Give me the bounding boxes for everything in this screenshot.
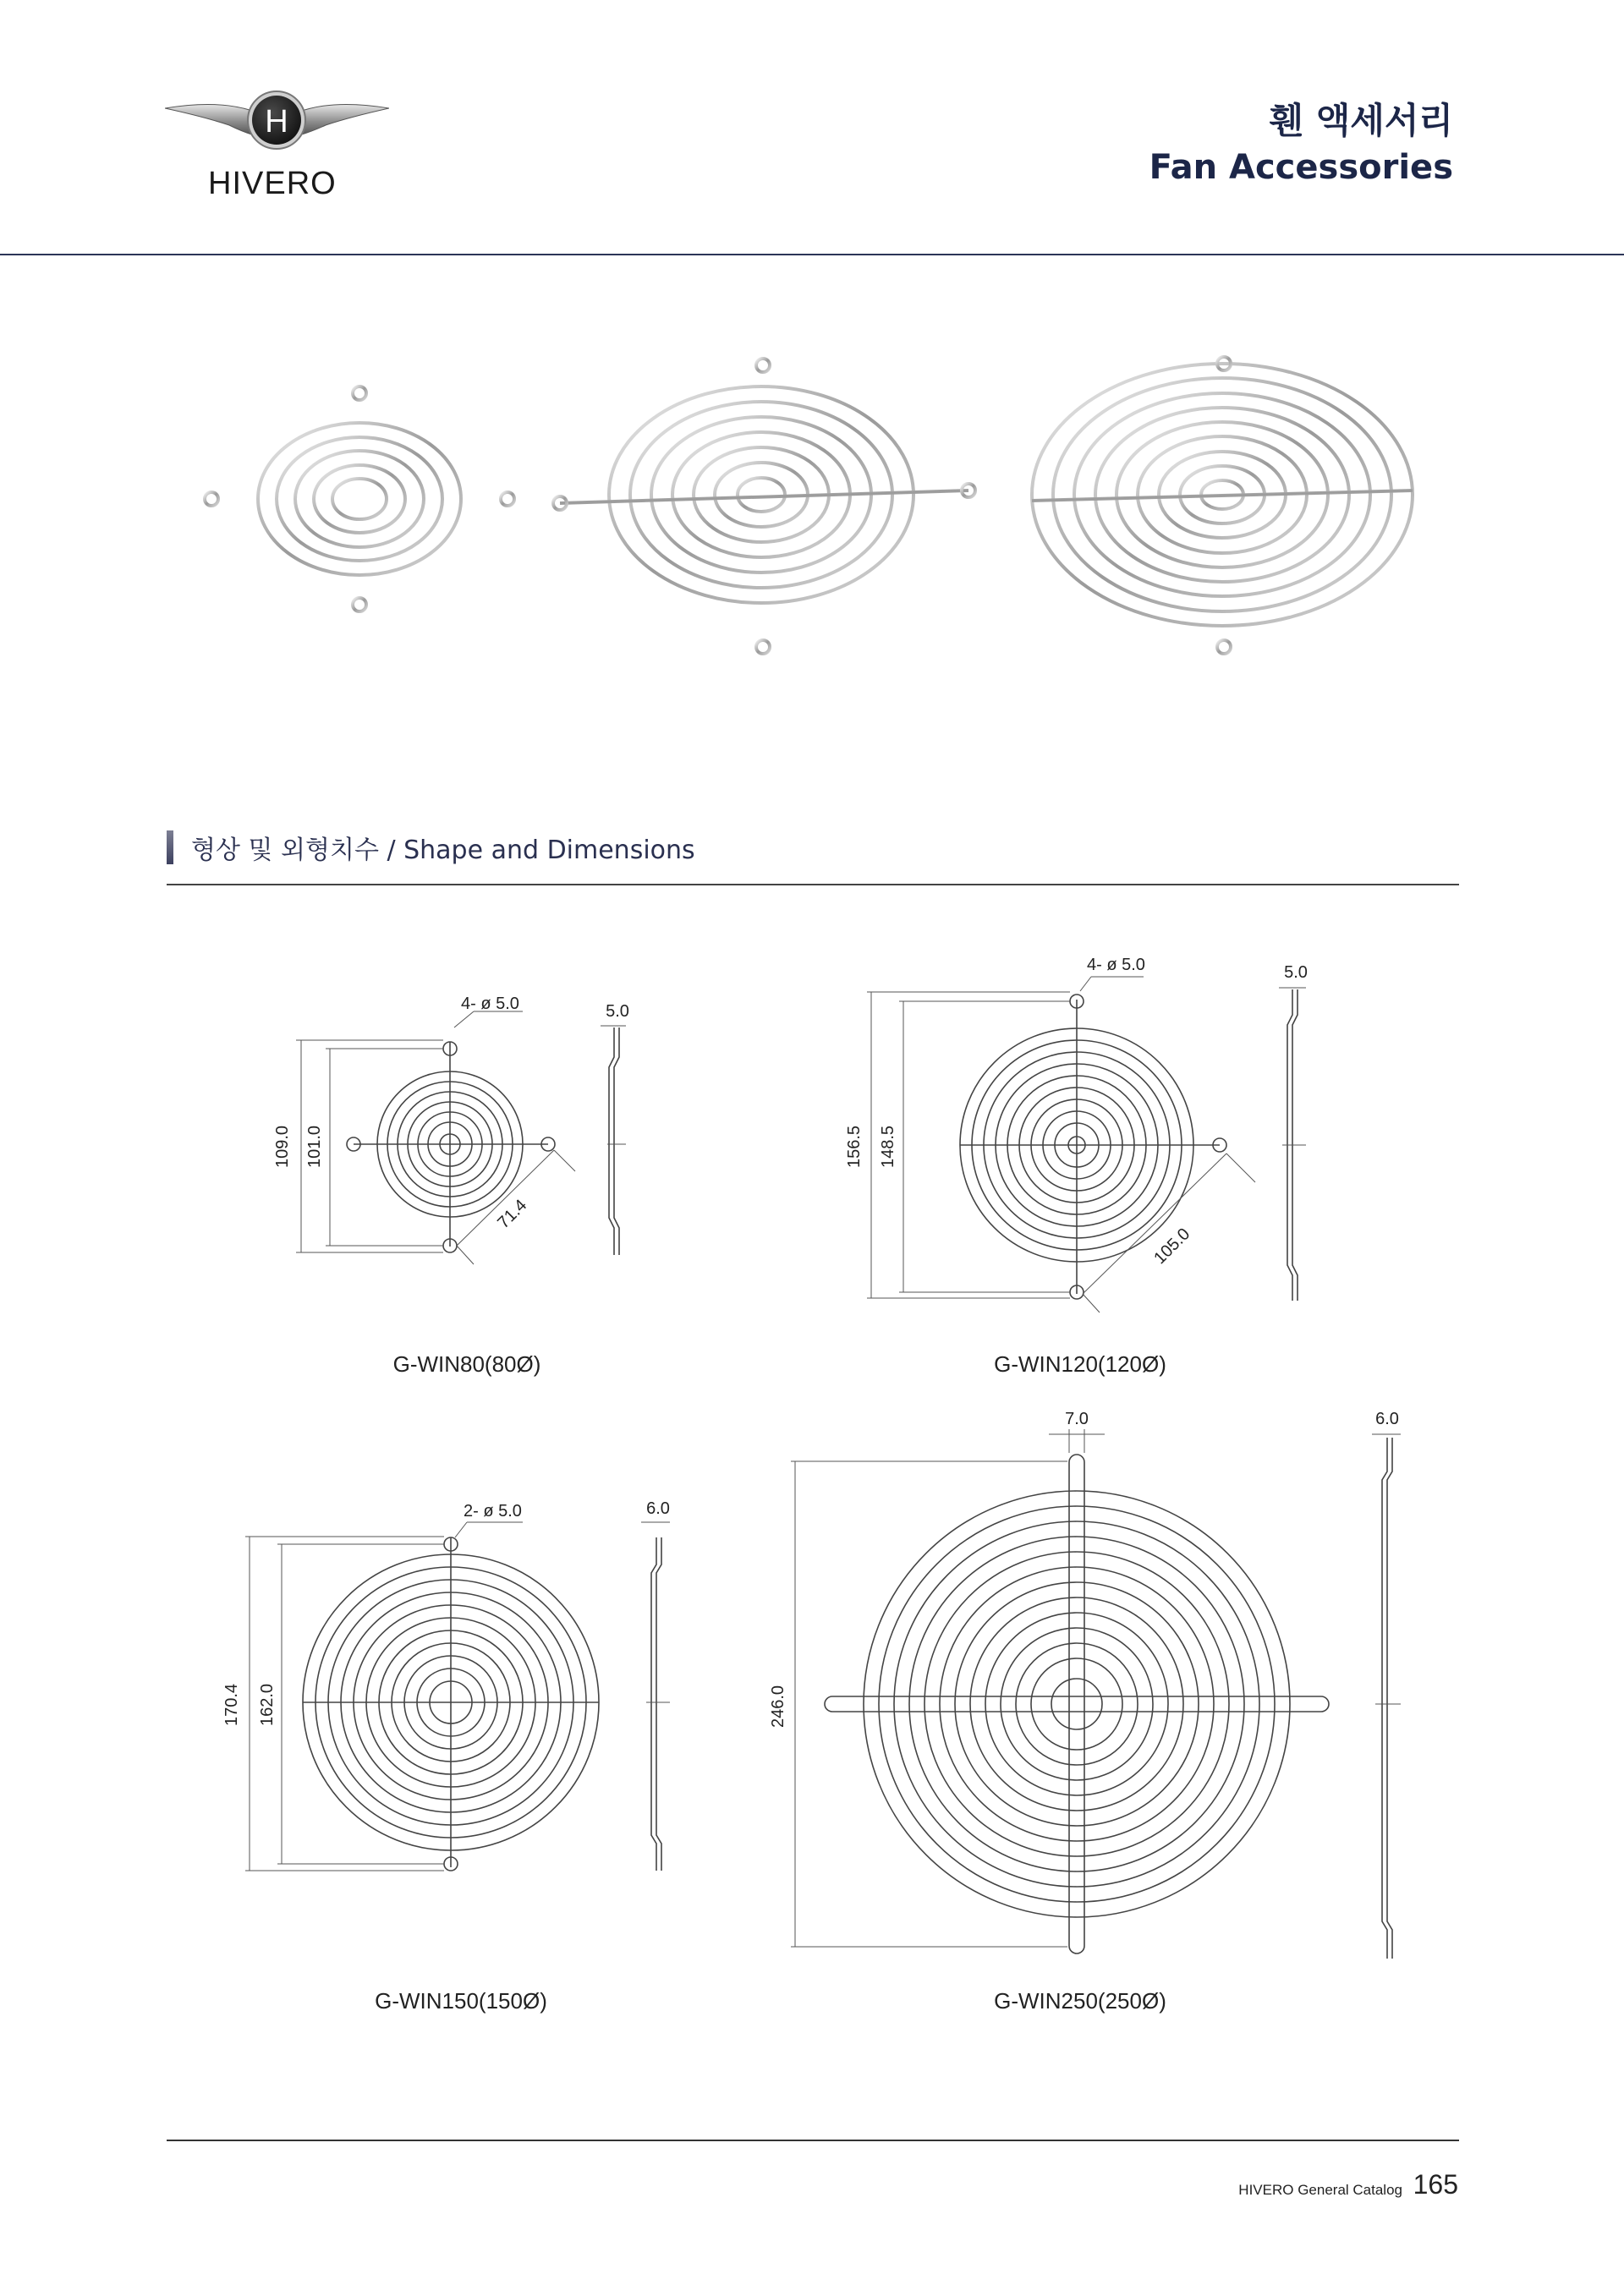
footer-divider — [167, 2140, 1459, 2141]
g-win150-outer-dim: 170.4 — [222, 1683, 241, 1727]
header-divider — [0, 254, 1624, 255]
product-photos — [195, 347, 1438, 685]
g-win80-thickness-dim: 5.0 — [606, 1002, 629, 1021]
g-win120-inner-dim: 148.5 — [879, 1125, 897, 1169]
g-win80-label: G-WIN80(80Ø) — [392, 1351, 541, 1377]
g-win250-top-dim: 7.0 — [1065, 1410, 1089, 1428]
drawing-g-win150 — [222, 1499, 670, 2014]
g-win120-label: G-WIN120(120Ø) — [994, 1351, 1166, 1377]
footer-catalog-name: HIVERO General Catalog — [1238, 2182, 1402, 2198]
section-title: 형상 및 외형치수 / Shape and Dimensions — [191, 836, 695, 865]
g-win250-outer-dim: 246.0 — [769, 1685, 787, 1729]
g-win150-thickness-dim: 6.0 — [646, 1499, 670, 1518]
page-title-korean: 휀 액세서리 — [1269, 100, 1453, 141]
technical-drawings — [0, 896, 1624, 2080]
fan-guard-150-photo — [1032, 357, 1413, 654]
drawing-g-win120 — [845, 956, 1308, 1377]
fan-guard-80-photo — [205, 386, 514, 611]
page-title-english: Fan Accessories — [1149, 148, 1453, 187]
g-win80-outer-dim: 109.0 — [273, 1125, 292, 1169]
page-number: 165 — [1413, 2169, 1458, 2200]
drawing-g-win250 — [769, 1410, 1401, 2014]
g-win80-inner-dim: 101.0 — [305, 1125, 324, 1169]
section-divider — [167, 884, 1459, 885]
section-marker — [167, 830, 173, 864]
g-win80-hole-dim: 4- ø 5.0 — [461, 995, 519, 1013]
g-win120-outer-dim: 156.5 — [845, 1125, 864, 1169]
g-win80-diag-dim: 71.4 — [494, 1196, 531, 1233]
g-win120-diag-dim: 105.0 — [1150, 1225, 1194, 1269]
g-win250-thickness-dim: 6.0 — [1375, 1410, 1399, 1428]
g-win120-hole-dim: 4- ø 5.0 — [1087, 956, 1145, 974]
logo-letter: H — [265, 104, 288, 140]
brand-name: HIVERO — [208, 166, 337, 201]
fan-guard-120-photo — [553, 359, 975, 654]
g-win150-inner-dim: 162.0 — [258, 1683, 277, 1727]
g-win120-thickness-dim: 5.0 — [1284, 963, 1308, 982]
g-win250-label: G-WIN250(250Ø) — [994, 1988, 1166, 2014]
g-win150-hole-dim: 2- ø 5.0 — [464, 1502, 522, 1521]
g-win150-label: G-WIN150(150Ø) — [375, 1988, 547, 2014]
drawing-g-win80 — [273, 995, 629, 1377]
